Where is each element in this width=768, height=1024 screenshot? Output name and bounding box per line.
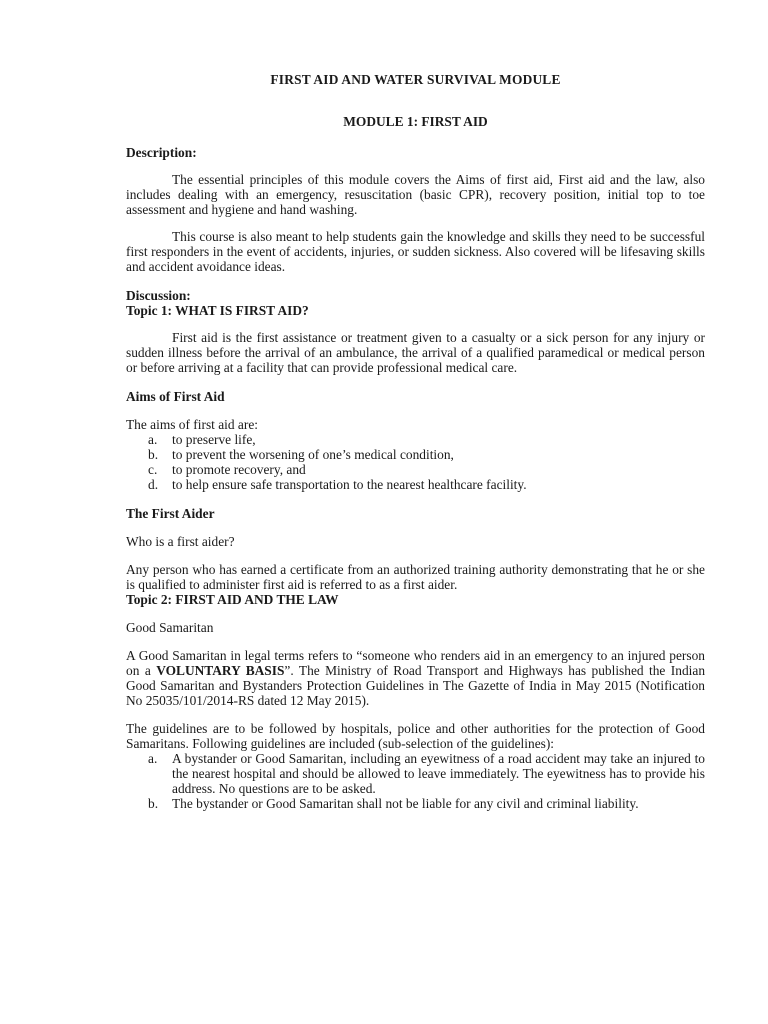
- list-marker: d.: [148, 477, 159, 492]
- list-item: [126, 477, 705, 492]
- aims-list: [126, 432, 705, 492]
- voluntary-basis-emphasis: VOLUNTARY BASIS: [156, 663, 285, 678]
- aims-intro: The aims of first aid are:: [126, 417, 258, 432]
- topic-1-heading: Topic 1: WHAT IS FIRST AID?: [126, 303, 309, 318]
- list-marker: c.: [148, 462, 158, 477]
- list-item-text: to prevent the worsening of one’s medical condition,: [172, 447, 454, 462]
- list-item: [126, 796, 705, 811]
- good-samaritan-label: Good Samaritan: [126, 620, 214, 635]
- list-item: [126, 432, 705, 447]
- list-marker: a.: [148, 432, 158, 447]
- aims-heading: Aims of First Aid: [126, 389, 225, 404]
- description-label: Description:: [126, 145, 197, 160]
- list-item-text: to preserve life,: [172, 432, 256, 447]
- guidelines-paragraph: The guidelines are to be followed by hospitals, police and other authorities for the protection of Good Samaritans. Following guidelines are included (sub-selection of the guidelines):: [126, 721, 705, 751]
- first-aider-heading: The First Aider: [126, 506, 215, 521]
- list-item-text: to help ensure safe transportation to the nearest healthcare facility.: [172, 477, 527, 492]
- list-item: [126, 447, 705, 462]
- list-item: [126, 462, 705, 477]
- list-item-text: A bystander or Good Samaritan, including an eyewitness of a road accident may take an injured to the nearest hospital and should be allowed to leave immediately. The eyewitness has to provide his address. No questions are to be asked.: [172, 751, 705, 796]
- good-samaritan-text-1: A Good Samaritan in legal terms refers to “someone who renders aid in an emergency to an injured person on a: [126, 648, 705, 678]
- description-paragraph-2: This course is also meant to help students gain the knowledge and skills they need to be successful first responders in the event of accidents, injuries, or sudden sickness. Also covered will be lifesaving skills and accident avoidance ideas.: [126, 229, 705, 274]
- document-body: [126, 72, 705, 811]
- discussion-label: Discussion:: [126, 288, 191, 303]
- list-marker: b.: [148, 796, 159, 811]
- document-title: FIRST AID AND WATER SURVIVAL MODULE: [270, 72, 561, 87]
- list-marker: a.: [148, 751, 158, 766]
- description-paragraph-1: The essential principles of this module covers the Aims of first aid, First aid and the law, also includes dealing with an emergency, resuscitation (basic CPR), recovery position, initial top to toe assessment and hygiene and hand washing.: [126, 172, 705, 217]
- first-aider-question: Who is a first aider?: [126, 534, 235, 549]
- first-aider-paragraph: Any person who has earned a certificate from an authorized training authority demonstrating that he or she is qualified to administer first aid is referred to as a first aider.: [126, 562, 705, 592]
- topic-1-paragraph: First aid is the first assistance or treatment given to a casualty or a sick person for any injury or sudden illness before the arrival of an ambulance, the arrival of a qualified paramedical or medical person or before arriving at a facility that can provide professional medical care.: [126, 330, 705, 375]
- list-marker: b.: [148, 447, 159, 462]
- list-item-text: The bystander or Good Samaritan shall not be liable for any civil and criminal liability.: [172, 796, 639, 811]
- module-title: MODULE 1: FIRST AID: [343, 114, 488, 129]
- good-samaritan-text-2: ”. The Ministry of Road Transport and Highways has published the Indian Good Samaritan and Bystanders Protection Guidelines in The Gazette of India in May 2015 (Notification No 25035/101/2014-RS dated 12 May 2015).: [126, 663, 706, 708]
- topic-2-heading: Topic 2: FIRST AID AND THE LAW: [126, 592, 339, 607]
- list-item: [126, 751, 705, 796]
- guidelines-list: [126, 751, 705, 811]
- list-item-text: to promote recovery, and: [172, 462, 306, 477]
- good-samaritan-paragraph: [126, 648, 705, 708]
